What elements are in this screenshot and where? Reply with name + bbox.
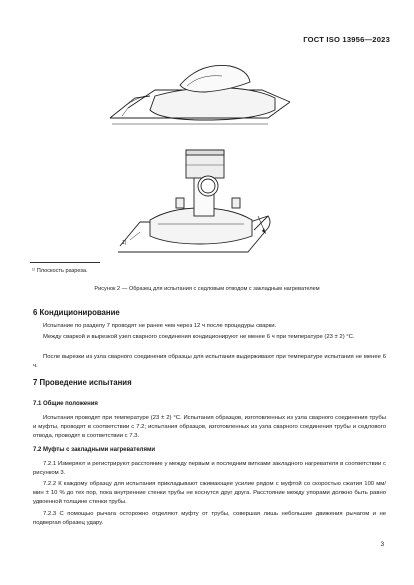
section-7-heading: 7 Проведение испытания xyxy=(33,378,132,387)
document-id: ГОСТ ISO 13956—2023 xyxy=(303,35,390,44)
section-6-paragraph-2: Между сваркой и вырезкой узел сварного соединения кондиционируют не менее 6 ч при температуре (23 ± 2) °C. xyxy=(43,334,355,340)
figure-2-drawing xyxy=(0,0,414,262)
section-6-paragraph-3: После вырезки из узла сварного соединения образцы для испытания выдерживают при температуре испытания не менее 6 ч. xyxy=(33,354,386,369)
footnote-rule xyxy=(30,262,100,263)
paragraph-7-2-2: 7.2.2 К каждому образцу для испытания прикладывают сжимающее усилие рядом с муфтой со скоростью сжатия 100 мм/мин ± 10 % до тех пор, пока внутренние стенки трубы не коснутся друг друга. Расстояние между упорами должно быть равно удвоенной толщине стенки трубы. xyxy=(33,481,386,505)
bottom-figure xyxy=(118,150,270,252)
section-7-1-text: Испытания проводят при температуре (23 ± 2) °C. Испытания образцов, изготовленных из узла сварного соединения трубы и муфты, проводят в соответствии с 7.2; испытания образцов, изготовленных из узла сварного соединения трубы и седлового отвода, проводят в соответствии с 7.3. xyxy=(33,415,386,439)
figure-label-1: 1) xyxy=(122,240,127,246)
paragraph-7-2-3: 7.2.3 С помощью рычага осторожно отделяют муфту от трубы, совершая лишь небольшие движения рычагом и не подвергая образец удару. xyxy=(33,511,386,526)
section-6-heading: 6 Кондиционирование xyxy=(33,308,120,317)
figure-footnote: ¹⁾ Плоскость разреза. xyxy=(32,268,88,274)
figure-caption: Рисунок 2 — Образец для испытания с седловым отводом с закладным нагревателем xyxy=(94,286,320,292)
section-7-1-heading: 7.1 Общие положения xyxy=(33,401,98,407)
section-7-2-heading: 7.2 Муфты с закладными нагревателями xyxy=(33,447,156,453)
page-number: 3 xyxy=(380,541,384,548)
paragraph-7-2-1: 7.2.1 Измеряют и регистрируют расстояние y между первым и последним витками закладного нагревателя в соответствии с рисунком 3. xyxy=(33,461,386,476)
section-6-paragraph-1: Испытание по разделу 7 проводят не ранее чем через 12 ч после процедуры сварки. xyxy=(43,323,277,329)
top-figure xyxy=(110,65,290,124)
